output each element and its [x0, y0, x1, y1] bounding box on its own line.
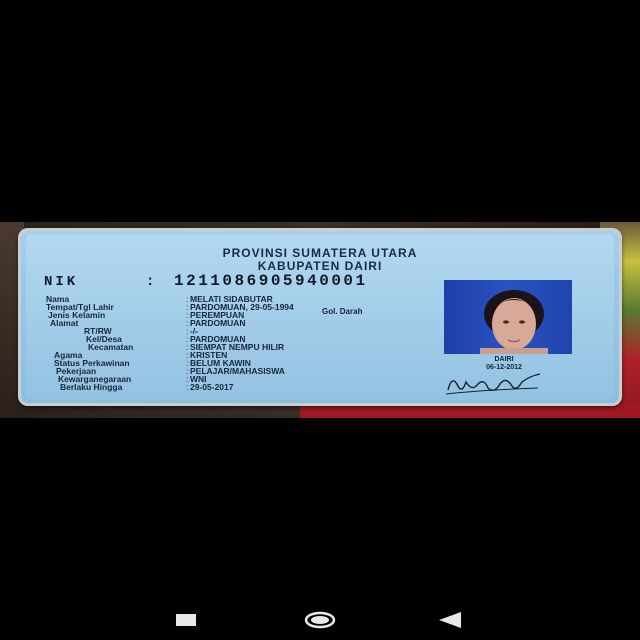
field-label-rtrw: RT/RW: [84, 326, 112, 336]
home-circle-icon: [303, 610, 337, 630]
id-photo: [444, 280, 572, 354]
field-value-citizenship: WNI: [190, 374, 207, 384]
back-triangle-icon: [439, 612, 461, 628]
square-recents-icon: [176, 614, 196, 626]
issue-date: 06-12-2012: [486, 364, 522, 371]
field-value-district: SIEMPAT NEMPU HILIR: [190, 342, 285, 352]
field-colon: :: [186, 366, 189, 376]
id-card: [18, 228, 622, 406]
camera-photo: [0, 222, 640, 418]
field-colon: :: [186, 374, 189, 384]
field-label-district: Kecamatan: [88, 342, 134, 352]
field-label-gender: Jenis Kelamin: [48, 310, 106, 320]
field-label-religion: Agama: [54, 350, 83, 360]
portrait-face: [480, 284, 548, 354]
field-value-ttl: PARDOMUAN, 29-05-1994: [190, 302, 294, 312]
field-colon: :: [186, 294, 189, 304]
nik-label: NIK: [44, 274, 79, 290]
nik-value: 1211086905940001: [174, 272, 368, 290]
field-colon: :: [186, 334, 189, 344]
signature: [442, 368, 546, 398]
field-colon: :: [186, 358, 189, 368]
field-value-address: PARDOMUAN: [190, 318, 246, 328]
issue-place: DAIRI: [494, 356, 514, 363]
back-button[interactable]: [430, 610, 470, 630]
field-value-valid-until: 29-05-2017: [190, 382, 234, 392]
field-colon: :: [186, 350, 189, 360]
field-label-valid-until: Berlaku Hingga: [60, 382, 123, 392]
field-label-citizenship: Kewarganegaraan: [58, 374, 132, 384]
field-label-occupation: Pekerjaan: [56, 366, 97, 376]
regency-title: KABUPATEN DAIRI: [257, 259, 383, 273]
field-value-marital: BELUM KAWIN: [190, 358, 251, 368]
field-label-ttl: Tempat/Tgl Lahir: [46, 302, 114, 312]
field-colon: :: [186, 342, 189, 352]
field-label-marital: Status Perkawinan: [54, 358, 130, 368]
province-title: PROVINSI SUMATERA UTARA: [222, 246, 418, 260]
field-colon: :: [186, 326, 189, 336]
field-value-occupation: PELAJAR/MAHASISWA: [190, 366, 285, 376]
field-value-village: PARDOMUAN: [190, 334, 246, 344]
nik-colon: :: [146, 274, 155, 290]
field-colon: :: [186, 382, 189, 392]
field-label-address: Alamat: [50, 318, 79, 328]
field-colon: :: [186, 302, 189, 312]
android-navbar: [0, 600, 640, 640]
field-label-nama: Nama: [46, 294, 70, 304]
field-value-religion: KRISTEN: [190, 350, 228, 360]
field-value-gender: PEREMPUAN: [190, 310, 245, 320]
home-button[interactable]: [300, 610, 340, 630]
background-fabric: [300, 404, 640, 418]
field-value-rtrw: -/-: [190, 326, 199, 336]
blood-type-label: Gol. Darah: [322, 307, 363, 316]
field-colon: :: [186, 310, 189, 320]
field-value-nama: MELATI SIDABUTAR: [190, 294, 273, 304]
field-label-village: Kel/Desa: [86, 334, 122, 344]
field-colon: :: [186, 318, 189, 328]
recents-button[interactable]: [166, 610, 206, 630]
